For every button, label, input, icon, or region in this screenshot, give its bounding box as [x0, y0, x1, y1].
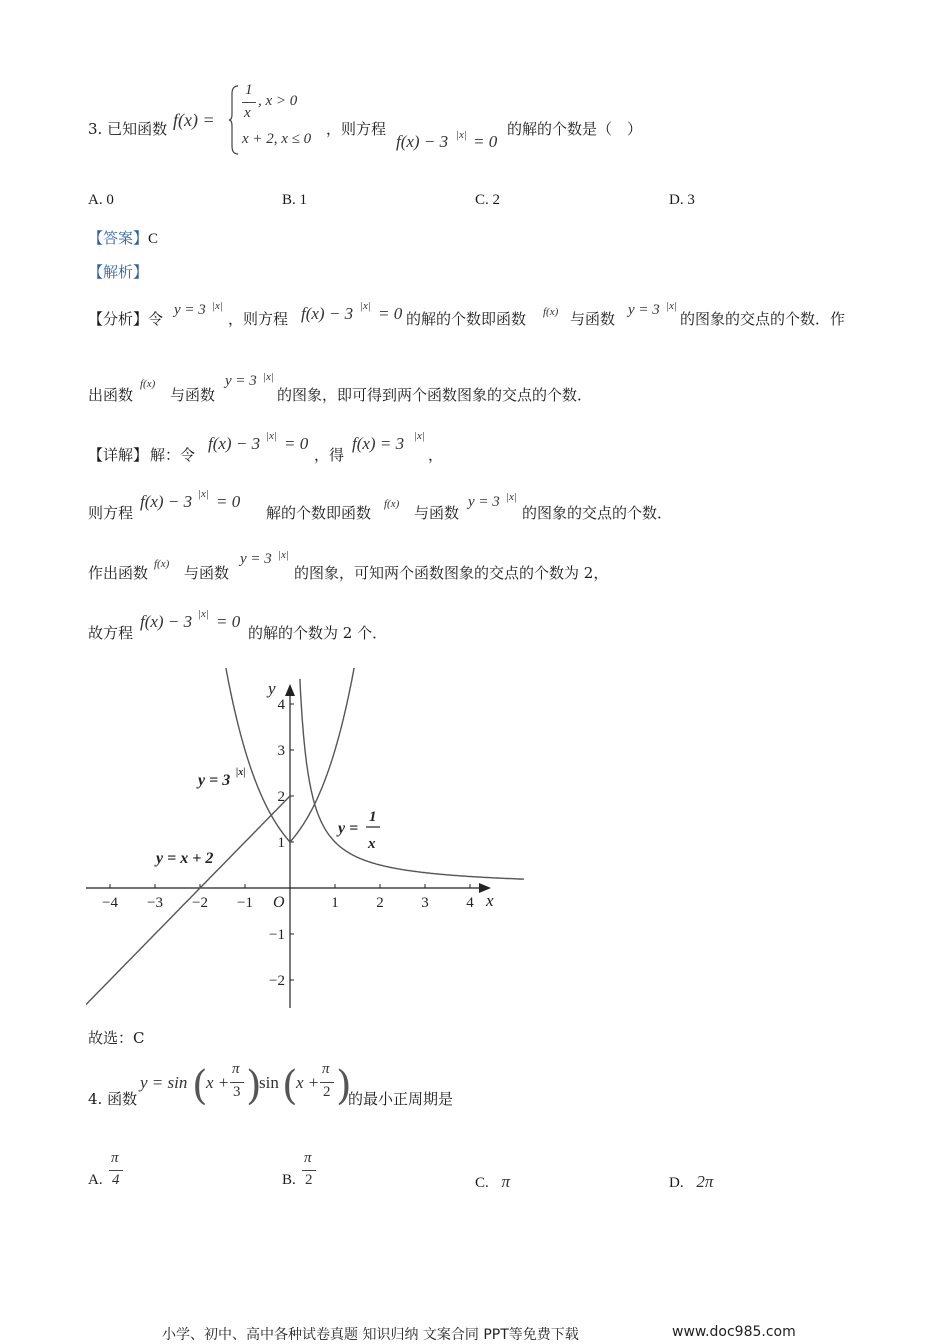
fenxi-y3-exp: |x| [212, 300, 223, 312]
q3-stem-mid: ，则方程 [326, 120, 387, 138]
xj-l3b: 与函数 [184, 564, 230, 582]
xj-l4-eq-rhs: = 0 [216, 612, 241, 631]
fenxi-t2: ，则方程 [228, 310, 289, 328]
fenxi-t8: 的图象，即可得到两个函数图象的交点的个数． [277, 386, 593, 404]
q3-case1-fracbar [242, 102, 256, 103]
xj-l3c: 的图象，可知两个函数图象的交点的个数为 2， [294, 564, 609, 582]
origin-label: O [273, 894, 285, 911]
x-tick-label: 1 [331, 895, 339, 911]
graph-axes [86, 684, 491, 1008]
xj-l2c: 与函数 [414, 504, 460, 522]
q4-arg1-den: 3 [233, 1084, 241, 1100]
xj-fx3: f(x) = 3 [352, 434, 405, 453]
xj-eq: f(x) − 3 [208, 434, 261, 453]
q4-paren-open-1: ( [192, 1063, 208, 1109]
line-label: y = x + 2 [156, 850, 214, 867]
q4-arg2-bar [320, 1082, 334, 1083]
q4-a-bar [109, 1170, 123, 1171]
fenxi-t6: 出函数 [88, 386, 134, 404]
fenxi-eq: f(x) − 3 [301, 304, 354, 323]
fenxi-t3: 的解的个数即函数 [406, 310, 527, 328]
fenxi-t7: 与函数 [170, 386, 216, 404]
x-tick-label: −2 [192, 895, 208, 911]
q4-option-d [669, 1172, 713, 1192]
fenxi-t5: 的图象的交点的个数．作 [680, 310, 846, 328]
fenxi-fx: f(x) [543, 306, 559, 318]
q4-sin2: sin [259, 1073, 279, 1092]
fenxi-fx2: f(x) [140, 378, 156, 390]
y-tick-label: −1 [269, 927, 285, 943]
fenxi-eq-rhs: = 0 [378, 304, 403, 323]
xj-l2-eq: f(x) − 3 [140, 492, 193, 511]
q4-stem-prefix: 4. 函数 [88, 1090, 138, 1108]
q4-b-num: π [304, 1150, 312, 1166]
x-tick-label: 4 [466, 895, 474, 911]
y-tick-label: 4 [277, 697, 285, 713]
q4-option-c [475, 1172, 510, 1192]
q4-stem [88, 1060, 888, 1120]
fenxi-tag: 【分析】 [88, 310, 149, 328]
q3-stem-suffix: 的解的个数是（ ） [507, 120, 643, 138]
q3-equation-exp: |x| [456, 129, 467, 141]
fenxi-y3c: y = 3 [225, 373, 257, 389]
xj-l3a: 作出函数 [88, 564, 149, 582]
q4-stem-suffix: 的最小正周期是 [348, 1090, 454, 1108]
hyperbola-label-den: x [368, 836, 376, 852]
q3-func-lhs: f(x) = [173, 110, 215, 130]
q4-option-b [282, 1148, 342, 1194]
xj-l2b: 解的个数即函数 [266, 504, 372, 522]
xiangjie-line2 [88, 488, 888, 524]
xiangjie-t2: ，得 [314, 446, 345, 464]
xj-eq-exp: |x| [266, 430, 277, 442]
x-axis-label: x [486, 891, 494, 910]
y-axis-arrow [285, 684, 295, 696]
fenxi-line1 [88, 300, 888, 340]
q3-case1-cond: , x > 0 [258, 93, 298, 109]
xj-l2d: 的图象的交点的个数． [522, 504, 673, 522]
q3-case2: x + 2, x ≤ 0 [242, 131, 312, 147]
xj-l4a: 故方程 [88, 624, 134, 642]
fenxi-y3: y = 3 [174, 302, 206, 318]
xj-l2-fx: f(x) [384, 498, 400, 510]
xj-l4b: 的解的个数为 2 个． [248, 624, 388, 642]
x-tick-label: −3 [147, 895, 163, 911]
q3-option-c: C. 2 [475, 192, 501, 208]
q3-equation-rhs: = 0 [473, 132, 498, 151]
xiangjie-line3 [88, 548, 888, 584]
q4-option-a [88, 1148, 148, 1194]
fenxi-eq-exp: |x| [360, 300, 371, 312]
x-tick-label: 3 [421, 895, 429, 911]
answer-tag: 【答案】 [88, 229, 149, 247]
hyperbola-label-lhs: y = [338, 820, 359, 837]
y-tick-label: −2 [269, 973, 285, 989]
fenxi-t4: 与函数 [570, 310, 616, 328]
xj-eq-rhs: = 0 [284, 434, 309, 453]
q4-paren-close-1: ) [246, 1063, 262, 1109]
q3-case1-num: 1 [245, 82, 253, 98]
q4-a-num: π [111, 1150, 119, 1166]
q4-a-label: A. [88, 1172, 103, 1188]
xj-l4-eq: f(x) − 3 [140, 612, 193, 631]
q4-paren-open-2: ( [282, 1063, 298, 1109]
q4-b-label: B. [282, 1172, 296, 1188]
footer-url[interactable]: www.doc985.com [672, 1324, 796, 1340]
y-axis-label: y [268, 679, 276, 698]
xj-l2-eq-exp: |x| [198, 488, 209, 500]
answer-line [88, 227, 158, 248]
xiangjie-t3: ， [428, 446, 444, 464]
xj-l2-y3: y = 3 [468, 494, 500, 510]
exp-curve-label: y = 3 [198, 772, 231, 789]
xj-l2-y3-exp: |x| [506, 491, 517, 503]
q3-option-b: B. 1 [282, 192, 308, 208]
hyperbola-curve [300, 679, 524, 879]
xj-l2a: 则方程 [88, 504, 134, 522]
q4-arg2: x + [296, 1073, 320, 1092]
q3-equation-lhs: f(x) − 3 [396, 132, 449, 151]
xiangjie-tag: 【详解】 [88, 446, 149, 464]
q4-arg1-pi: π [232, 1061, 240, 1077]
xj-l3-y3-exp: |x| [278, 549, 289, 561]
q4-b-bar [302, 1170, 316, 1171]
x-tick-label: −4 [102, 895, 118, 911]
q4-arg2-den: 2 [323, 1084, 331, 1100]
q4-d-value: 2π [696, 1172, 714, 1191]
x-tick-label: 2 [376, 895, 384, 911]
y-tick-label: 2 [277, 789, 285, 805]
x-tick-label: −1 [237, 895, 253, 911]
q3-case1-den: x [244, 105, 251, 121]
q4-a-den: 4 [112, 1172, 120, 1188]
q4-paren-close-2: ) [336, 1063, 352, 1109]
q4-d-label: D. [669, 1175, 684, 1191]
q3-option-a: A. 0 [88, 192, 114, 208]
xj-l4-eq-exp: |x| [198, 608, 209, 620]
xj-fx3-exp: |x| [414, 430, 425, 442]
xj-l2-eq-rhs: = 0 [216, 492, 241, 511]
y-tick-label: 3 [277, 743, 285, 759]
q4-func: y = sin [140, 1073, 188, 1092]
exp-curve-label-sup: |x| [236, 767, 246, 778]
conclusion: 故选：C [88, 1029, 145, 1047]
q3-stem [88, 80, 888, 160]
xiangjie-line4 [88, 606, 888, 642]
fenxi-t1: 令 [148, 310, 164, 328]
q4-c-label: C. [475, 1175, 489, 1191]
q4-b-den: 2 [305, 1172, 313, 1188]
xj-l3-fx: f(x) [154, 558, 170, 570]
y-tick-label: 1 [277, 835, 285, 851]
analysis-tag: 【解析】 [88, 263, 149, 281]
q3-stem-prefix: 3. 已知函数 [88, 120, 168, 138]
fenxi-y3b: y = 3 [628, 302, 660, 318]
q4-arg2-pi: π [322, 1061, 330, 1077]
q4-arg1: x + [206, 1073, 230, 1092]
fenxi-line2 [88, 370, 888, 406]
fenxi-y3c-exp: |x| [263, 371, 274, 383]
hyperbola-label-num: 1 [369, 809, 377, 825]
piecewise-brace [228, 84, 240, 156]
q4-arg1-bar [230, 1082, 244, 1083]
answer-value: C [148, 231, 159, 247]
function-graph [86, 668, 528, 1012]
fenxi-y3b-exp: |x| [666, 300, 677, 312]
q4-c-value: π [501, 1172, 511, 1191]
q3-option-d: D. 3 [669, 192, 695, 208]
xiangjie-line1 [88, 430, 888, 466]
xj-l3-y3: y = 3 [240, 551, 272, 567]
xiangjie-t1: 解：令 [150, 446, 196, 464]
exp-curve-right [290, 668, 355, 842]
footer-text: 小学、初中、高中各种试卷真题 知识归纳 文案合同 PPT等免费下载 [162, 1327, 579, 1343]
